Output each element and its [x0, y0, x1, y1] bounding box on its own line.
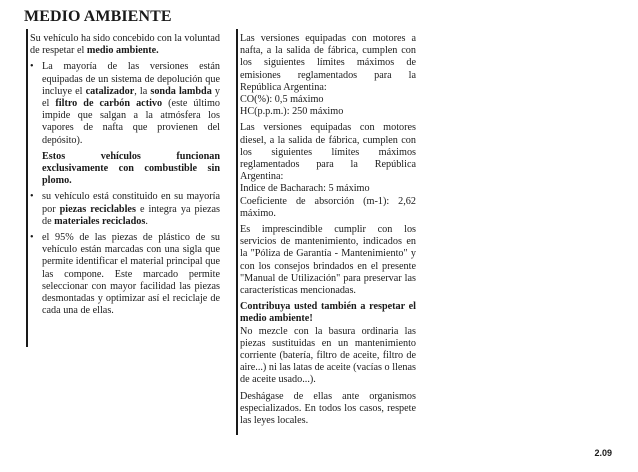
left-column — [26, 33, 220, 321]
bullet-recyclable: • su vehículo está constituido en su mayoría por piezas reciclables e integra ya piezas de materiales reciclados. — [30, 191, 220, 227]
bullet-marker: • — [30, 61, 34, 73]
bullet-marker: • — [30, 232, 34, 244]
laws-paragraph: Deshágase de ellas ante organismos especializados. En todos los casos, respete las leyes locales. — [240, 390, 416, 427]
unleaded-note: Estos vehículos funcionan exclusivamente con combustible sin plomo. — [42, 150, 220, 187]
gasoline-paragraph: Las versiones equipadas con motores a nafta, a la salida de fábrica, cumplen con los siguientes límites máximos de emisiones reglamentados para la República Argentina: — [240, 33, 416, 93]
bullet-plastic-marking: • el 95% de las piezas de plástico de su vehículo están marcadas con una sigla que permite identificar el material principal que las compone. Este marcado permite seleccionar con mayor facilidad las piezas desmontadas y optimizar así el reciclaje de cada una de ellas. — [30, 232, 220, 317]
environment-heading: Contribuya usted también a respetar el medio ambiente! — [240, 301, 416, 325]
maintenance-paragraph: Es imprescindible cumplir con los servicios de mantenimiento, indicados en la "Póliza de Garantía - Mantenimiento" y con los consejos brindados en el presente "Manual de Utilización" para preservar las características mencionadas. — [240, 224, 416, 297]
right-column — [236, 33, 416, 431]
intro-paragraph: Su vehículo ha sido concebido con la voluntad de respetar el medio ambiente. — [30, 33, 220, 57]
bullet-depollution: • La mayoría de las versiones están equipadas de un sistema de depolución que incluye el catalizador, la sonda lambda y el filtro de carbón activo (este último impide que salgan a la atmósfera los vapores de nafta que provienen del depósito). — [30, 61, 221, 146]
disposal-paragraph: No mezcle con la basura ordinaria las piezas sustituidas en un mantenimiento corriente (batería, filtro de aceite, filtro de aire...) ni las latas de aceite (vacías o llenas de aceite usado...). — [240, 325, 416, 386]
page-number: 2.09 — [594, 448, 612, 458]
bullet-marker: • — [30, 191, 34, 203]
co-limit: CO(%): 0,5 máximo — [240, 94, 324, 106]
bacharach-limit: Indice de Bacharach: 5 máximo — [240, 183, 370, 195]
diesel-paragraph: Las versiones equipadas con motores diesel, a la salida de fábrica, cumplen con los siguientes límites máximos reglamentados para la República Argentina: — [240, 122, 416, 183]
absorption-limit: Coeficiente de absorción (m-1): 2,62 máximo. — [240, 195, 416, 219]
hc-limit: HC(p.p.m.): 250 máximo — [240, 106, 344, 118]
page-title: MEDIO AMBIENTE — [24, 8, 172, 25]
